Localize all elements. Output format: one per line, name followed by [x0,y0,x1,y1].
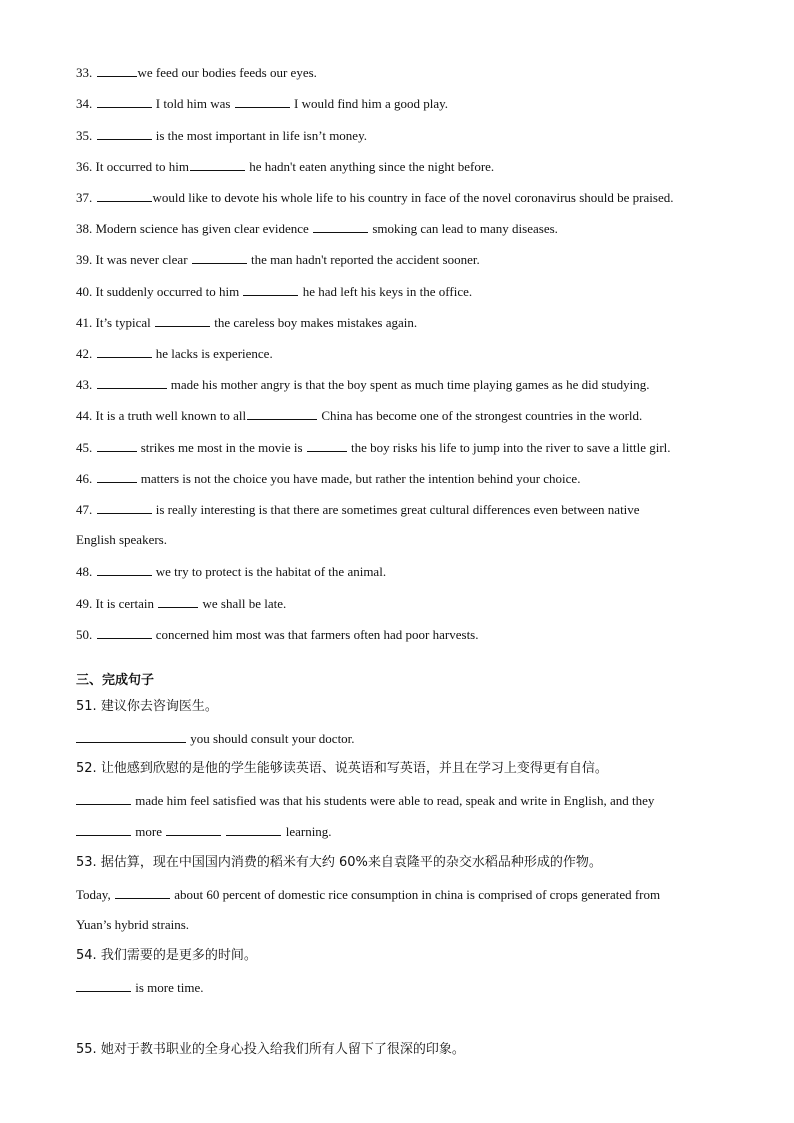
answer-blank[interactable] [76,979,131,992]
question-36 [76,158,754,175]
answer-blank[interactable] [97,127,152,140]
question-48 [76,563,754,580]
question-text: he hadn't eaten anything since the night before. [249,159,495,174]
chinese-prompt: 据估算，现在中国国内消费的稻米有大约 60%来自袁隆平的杂交水稻品种形成的作物。 [100,855,602,870]
question-text: made his mother angry is that the boy spent as much time playing games as he did studying. [170,377,650,392]
question-text: would like to devote his whole life to his country in face of the novel coronavirus should be praised. [152,190,674,205]
answer-blank[interactable] [115,886,170,899]
question-49 [76,595,754,612]
answer-blank[interactable] [76,792,131,805]
chinese-prompt: 让他感到欣慰的是他的学生能够读英语、说英语和写英语，并且在学习上变得更有自信。 [100,761,608,776]
question-text: we feed our bodies feeds our eyes. [137,65,317,80]
question-text: smoking can lead to many diseases. [372,221,558,236]
question-number: 48. [76,564,93,579]
question-35 [76,127,754,144]
question-47 [76,501,754,518]
question-52-chinese [76,761,754,777]
question-text: It is certain [95,596,154,611]
question-number: 39. [76,252,93,267]
answer-blank[interactable] [235,95,290,108]
answer-blank[interactable] [313,220,368,233]
question-53-english-line1 [76,886,754,903]
question-46 [76,470,754,487]
question-text: It occurred to him [95,159,189,174]
question-text: we shall be late. [202,596,287,611]
question-text: I told him was [155,96,231,111]
answer-blank[interactable] [166,823,221,836]
answer-blank[interactable] [97,95,152,108]
question-number: 51. [76,699,97,714]
question-44 [76,407,754,424]
answer-blank[interactable] [97,563,152,576]
question-53-chinese [76,855,754,871]
question-text: he had left his keys in the office. [302,284,473,299]
question-text: is the most important in life isn’t money. [155,128,367,143]
question-47-continuation [76,532,754,548]
question-number: 46. [76,471,93,486]
sentence-text: you should consult your doctor. [190,731,355,746]
question-number: 52. [76,761,97,776]
question-number: 41. [76,315,93,330]
question-39 [76,251,754,268]
question-number: 44. [76,408,93,423]
question-text: the careless boy makes mistakes again. [214,315,418,330]
answer-blank[interactable] [97,376,167,389]
question-number: 36. [76,159,93,174]
question-37 [76,189,754,206]
question-41 [76,314,754,331]
question-number: 40. [76,284,93,299]
sentence-text: learning. [285,824,332,839]
answer-blank[interactable] [307,439,347,452]
answer-blank[interactable] [97,64,137,77]
question-number: 42. [76,346,93,361]
question-number: 45. [76,440,93,455]
question-text: the man hadn't reported the accident sooner. [251,252,480,267]
question-34 [76,95,754,112]
question-number: 35. [76,128,93,143]
chinese-prompt: 建议你去咨询医生。 [100,699,218,714]
answer-blank[interactable] [97,345,152,358]
question-54-english [76,979,754,996]
question-text: China has become one of the strongest countries in the world. [321,408,643,423]
question-52-english-line1 [76,792,754,809]
question-text: It suddenly occurred to him [95,284,240,299]
question-text: is really interesting is that there are sometimes great cultural differences even between native [155,502,640,517]
question-53-english-line2 [76,917,754,933]
question-50 [76,626,754,643]
answer-blank[interactable] [192,251,247,264]
answer-blank[interactable] [76,730,186,743]
question-number: 55. [76,1042,97,1057]
answer-blank[interactable] [97,439,137,452]
question-text: It was never clear [95,252,188,267]
answer-blank[interactable] [243,283,298,296]
sentence-text: about 60 percent of domestic rice consumption in china is comprised of crops generated from [174,887,661,902]
chinese-prompt: 她对于教书职业的全身心投入给我们所有人留下了很深的印象。 [100,1042,465,1057]
question-number: 34. [76,96,93,111]
answer-blank[interactable] [97,626,152,639]
question-33 [76,64,754,81]
question-text: strikes me most in the movie is [140,440,303,455]
question-51-chinese [76,699,754,715]
sentence-text: more [135,824,162,839]
section-heading: 三、完成句子 [76,673,155,688]
answer-blank[interactable] [97,189,152,202]
answer-blank[interactable] [226,823,281,836]
question-number: 33. [76,65,93,80]
question-43 [76,376,754,393]
question-45 [76,439,754,456]
question-number: 47. [76,502,93,517]
question-51-english [76,730,754,747]
sentence-text: is more time. [135,980,204,995]
question-text: I would find him a good play. [294,96,449,111]
question-number: 49. [76,596,93,611]
chinese-prompt: 我们需要的是更多的时间。 [100,948,257,963]
question-text: we try to protect is the habitat of the animal. [155,564,387,579]
question-38 [76,220,754,237]
question-text: Modern science has given clear evidence [95,221,309,236]
question-text: the boy risks his life to jump into the river to save a little girl. [351,440,671,455]
question-text: he lacks is experience. [155,346,273,361]
answer-blank[interactable] [97,470,137,483]
question-text: matters is not the choice you have made, but rather the intention behind your choice. [140,471,581,486]
question-number: 43. [76,377,93,392]
answer-blank[interactable] [190,158,245,171]
question-40 [76,283,754,300]
question-text: concerned him most was that farmers often had poor harvests. [155,627,479,642]
question-54-chinese [76,948,754,964]
question-number: 37. [76,190,93,205]
question-text: It is a truth well known to all [95,408,247,423]
sentence-text: made him feel satisfied was that his students were able to read, speak and write in English, and they [135,793,655,808]
answer-blank[interactable] [97,501,152,514]
question-52-english-line2 [76,823,754,840]
answer-blank[interactable] [155,314,210,327]
question-number: 50. [76,627,93,642]
question-number: 38. [76,221,93,236]
answer-blank[interactable] [158,595,198,608]
sentence-text: Today, [76,887,111,902]
question-text: It’s typical [95,315,151,330]
question-55-chinese [76,1042,754,1058]
question-text: English speakers. [76,532,167,547]
question-number: 53. [76,855,97,870]
question-42 [76,345,754,362]
question-number: 54. [76,948,97,963]
sentence-text: Yuan’s hybrid strains. [76,917,190,932]
answer-blank[interactable] [76,823,131,836]
answer-blank[interactable] [247,407,317,420]
